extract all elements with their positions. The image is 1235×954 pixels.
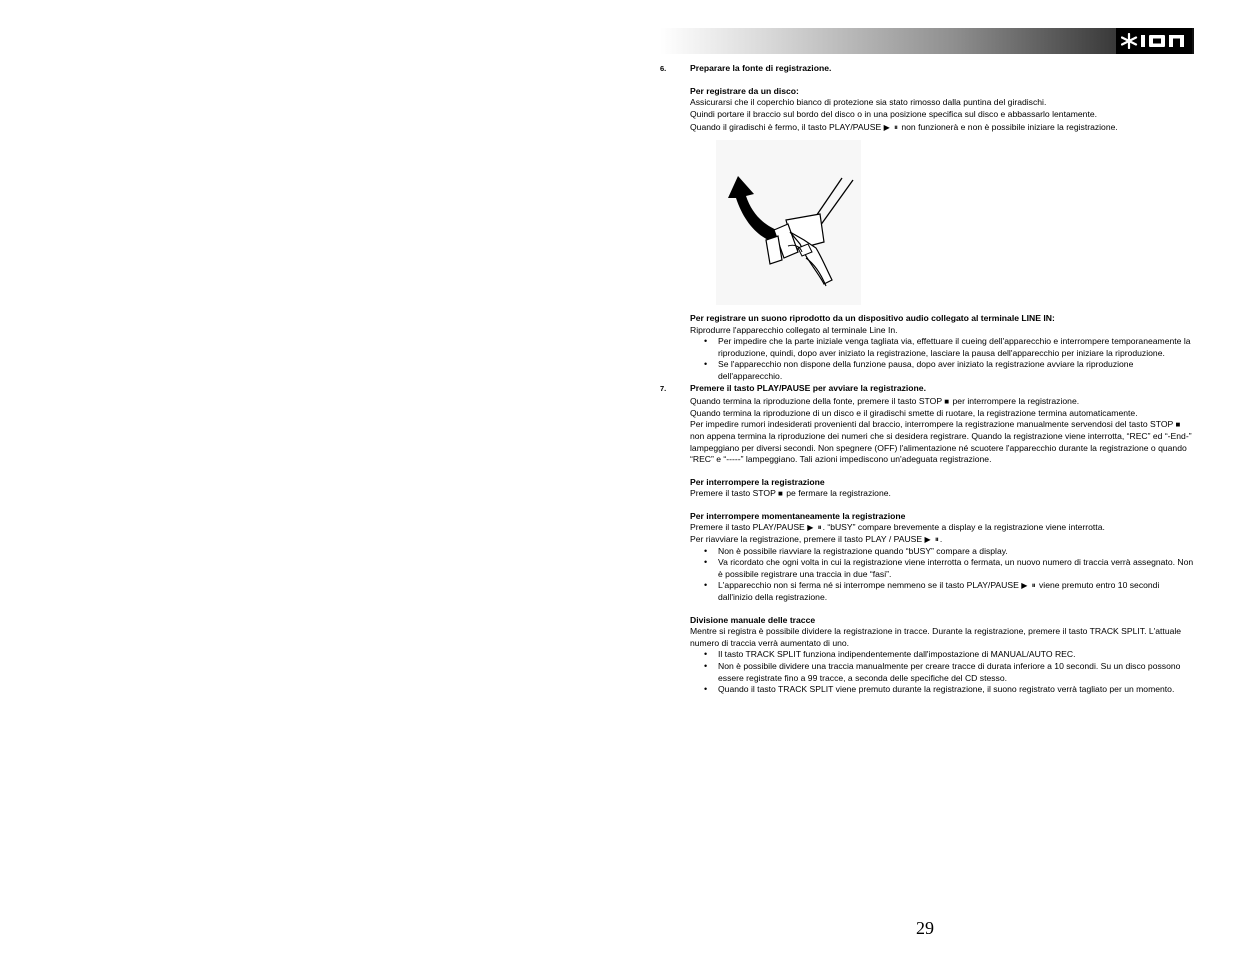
list-item: • Non è possibile riavviare la registrazione quando “bUSY” compare a display.	[718, 546, 1194, 558]
stop-icon: ■	[778, 489, 784, 499]
tonearm-illustration	[716, 140, 861, 305]
paragraph: Quindi portare il braccio sul bordo del disco o in una posizione specifica sul disco e abbassarlo lentamente.	[690, 108, 1098, 119]
play-pause-icon: ▶ ⏸	[883, 123, 899, 133]
stop-icon: ■	[944, 397, 951, 407]
section-heading: Per registrare da un disco:	[690, 85, 799, 96]
bullet-list	[690, 336, 1194, 382]
section-heading: Per interrompere la registrazione	[690, 476, 825, 487]
list-item: • Non è possibile dividere una traccia manualmente per creare tracce di durata inferiore a 10 secondi. Su un disco possono essere registrate fino a 99 tracce, a seconda delle specifiche del CD stesso.	[718, 661, 1194, 684]
section-heading: Per registrare un suono riprodotto da un dispositivo audio collegato al terminale LINE IN:	[690, 312, 1055, 323]
step-6	[660, 63, 1194, 75]
list-item: • Quando il tasto TRACK SPLIT viene premuto durante la registrazione, il suono registrato verrà tagliato per un momento.	[718, 684, 1194, 696]
step-7	[660, 383, 1194, 395]
header-gradient-bar	[660, 28, 1194, 54]
tonearm-lift-illustration	[716, 140, 861, 305]
disc-section	[690, 86, 1194, 383]
paragraph: Riprodurre l'apparecchio collegato al terminale Line In.	[690, 324, 898, 335]
list-item: • L'apparecchio non si ferma né si interrompe nemmeno se il tasto PLAY/PAUSE ▶ ⏸ viene premuto entro 10 secondi dall'inizio della registrazione.	[718, 580, 1194, 603]
play-pause-icon: ▶ ⏸	[1021, 581, 1037, 591]
step-7-body	[690, 396, 1194, 696]
list-item: • Se l'apparecchio non dispone della funzione pausa, dopo aver iniziato la registrazione avviare la riproduzione dell'apparecchio.	[718, 359, 1194, 382]
stop-icon: ■	[1175, 420, 1182, 430]
page-number: 29	[916, 918, 934, 938]
section-heading: Divisione manuale delle tracce	[690, 614, 816, 625]
step-number: 6.	[660, 64, 667, 73]
bullet-list	[690, 649, 1194, 695]
paragraph: Per riavviare la registrazione, premere il tasto PLAY / PAUSE ▶ ⏸.	[690, 534, 943, 545]
list-item: • Per impedire che la parte iniziale venga tagliata via, effettuare il cueing dell'apparecchio e interrompere temporaneamente la riproduzione, quindi, dopo aver iniziato la registrazione, lasciare la pausa dell'apparecchio per iniziare la riproduzione.	[718, 336, 1194, 359]
step-title: Preparare la fonte di registrazione.	[690, 63, 832, 73]
manual-content	[660, 63, 1194, 696]
step-title: Premere il tasto PLAY/PAUSE per avviare la registrazione.	[690, 382, 926, 393]
paragraph: Premere il tasto STOP ■ pe fermare la registrazione.	[690, 488, 891, 499]
paragraph: Quando termina la riproduzione di un disco e il giradischi smette di ruotare, la registrazione termina automaticamente.	[690, 407, 1138, 418]
ion-logo	[1116, 28, 1192, 54]
paragraph: Quando il giradischi è fermo, il tasto PLAY/PAUSE ▶ ⏸ non funzionerà e non è possibile iniziare la registrazione.	[690, 122, 1118, 133]
paragraph: Per impedire rumori indesiderati provenienti dal braccio, interrompere la registrazione manualmente servendosi del tasto STOP ■ non appena termina la riproduzione dei numeri che si desidera registrare. Quando la registrazione viene interrotta, “REC” ed “-End-” lampeggiano per diversi secondi. Non spegnere (OFF) l'alimentazione né scuotere l'apparecchio durante la registrazione o quando “REC” e “-----” lampeggiano. Tali azioni impediscono un'adeguata registrazione.	[690, 419, 1192, 465]
bullet-list	[690, 546, 1194, 604]
paragraph: Assicurarsi che il coperchio bianco di protezione sia stato rimosso dalla puntina del giradischi.	[690, 97, 1047, 108]
ion-logo-mark	[1121, 33, 1187, 49]
list-item: • Va ricordato che ogni volta in cui la registrazione viene interrotta o fermata, un nuovo numero di traccia verrà assegnato. Non è possibile registrare una traccia in due “fasi”.	[718, 557, 1194, 580]
list-item: • Il tasto TRACK SPLIT funziona indipendentemente dall'impostazione di MANUAL/AUTO REC.	[718, 649, 1194, 661]
step-number: 7.	[660, 383, 667, 393]
paragraph: Mentre si registra è possibile dividere la registrazione in tracce. Durante la registrazione, premere il tasto TRACK SPLIT. L'attuale numero di traccia verrà aumentato di uno.	[690, 626, 1182, 648]
paragraph: Quando termina la riproduzione della fonte, premere il tasto STOP ■ per interrompere la registrazione.	[690, 396, 1080, 407]
paragraph: Premere il tasto PLAY/PAUSE ▶ ⏸. “bUSY” compare brevemente a display e la registrazione viene interrotta.	[690, 522, 1105, 533]
play-pause-icon: ▶ ⏸	[924, 535, 940, 545]
play-pause-icon: ▶ ⏸	[807, 523, 823, 533]
section-heading: Per interrompere momentaneamente la registrazione	[690, 510, 906, 521]
